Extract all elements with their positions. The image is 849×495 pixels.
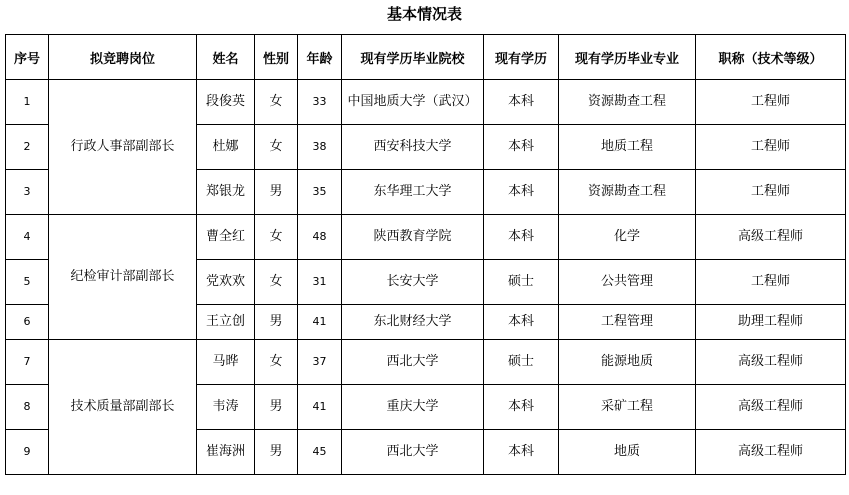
cell-no: 1 xyxy=(6,80,49,125)
cell-age: 45 xyxy=(298,430,342,475)
cell-degree: 本科 xyxy=(484,80,559,125)
cell-school: 西北大学 xyxy=(342,340,484,385)
cell-degree: 本科 xyxy=(484,125,559,170)
cell-name: 曹全红 xyxy=(197,215,255,260)
cell-age: 31 xyxy=(298,260,342,305)
cell-major: 工程管理 xyxy=(559,305,696,340)
cell-major: 资源勘查工程 xyxy=(559,170,696,215)
cell-name: 韦涛 xyxy=(197,385,255,430)
cell-major: 资源勘查工程 xyxy=(559,80,696,125)
cell-title: 工程师 xyxy=(696,170,846,215)
table-row xyxy=(6,215,846,260)
cell-gender: 男 xyxy=(255,305,298,340)
cell-name: 王立创 xyxy=(197,305,255,340)
header-cell-title: 职称（技术等级） xyxy=(696,35,846,80)
cell-title: 工程师 xyxy=(696,125,846,170)
cell-degree: 硕士 xyxy=(484,340,559,385)
cell-gender: 女 xyxy=(255,125,298,170)
cell-name: 党欢欢 xyxy=(197,260,255,305)
cell-no: 6 xyxy=(6,305,49,340)
cell-degree: 本科 xyxy=(484,305,559,340)
cell-no: 3 xyxy=(6,170,49,215)
cell-degree: 本科 xyxy=(484,385,559,430)
cell-name: 段俊英 xyxy=(197,80,255,125)
header-cell-position: 拟竞聘岗位 xyxy=(49,35,197,80)
cell-title: 高级工程师 xyxy=(696,340,846,385)
table-row xyxy=(6,80,846,125)
cell-degree: 硕士 xyxy=(484,260,559,305)
cell-gender: 女 xyxy=(255,215,298,260)
cell-age: 33 xyxy=(298,80,342,125)
header-cell-major: 现有学历毕业专业 xyxy=(559,35,696,80)
cell-name: 马晔 xyxy=(197,340,255,385)
page-title: 基本情况表 xyxy=(386,5,462,23)
cell-position: 技术质量部副部长 xyxy=(49,340,197,475)
cell-title: 助理工程师 xyxy=(696,305,846,340)
cell-name: 郑银龙 xyxy=(197,170,255,215)
cell-gender: 女 xyxy=(255,340,298,385)
cell-age: 48 xyxy=(298,215,342,260)
cell-gender: 女 xyxy=(255,80,298,125)
table-header-row xyxy=(6,35,846,80)
header-cell-school: 现有学历毕业院校 xyxy=(342,35,484,80)
cell-no: 7 xyxy=(6,340,49,385)
cell-degree: 本科 xyxy=(484,215,559,260)
cell-major: 化学 xyxy=(559,215,696,260)
cell-age: 41 xyxy=(298,305,342,340)
cell-gender: 男 xyxy=(255,385,298,430)
cell-major: 地质 xyxy=(559,430,696,475)
cell-major: 能源地质 xyxy=(559,340,696,385)
cell-title: 高级工程师 xyxy=(696,385,846,430)
cell-school: 东北财经大学 xyxy=(342,305,484,340)
cell-degree: 本科 xyxy=(484,170,559,215)
cell-no: 2 xyxy=(6,125,49,170)
cell-age: 38 xyxy=(298,125,342,170)
cell-school: 中国地质大学（武汉） xyxy=(342,80,484,125)
cell-title: 工程师 xyxy=(696,260,846,305)
cell-major: 采矿工程 xyxy=(559,385,696,430)
cell-no: 8 xyxy=(6,385,49,430)
cell-position: 行政人事部副部长 xyxy=(49,80,197,215)
cell-major: 公共管理 xyxy=(559,260,696,305)
cell-school: 西安科技大学 xyxy=(342,125,484,170)
header-cell-no: 序号 xyxy=(6,35,49,80)
cell-age: 41 xyxy=(298,385,342,430)
cell-no: 5 xyxy=(6,260,49,305)
cell-school: 重庆大学 xyxy=(342,385,484,430)
cell-no: 4 xyxy=(6,215,49,260)
cell-degree: 本科 xyxy=(484,430,559,475)
cell-gender: 男 xyxy=(255,430,298,475)
cell-name: 崔海洲 xyxy=(197,430,255,475)
cell-school: 西北大学 xyxy=(342,430,484,475)
cell-title: 高级工程师 xyxy=(696,430,846,475)
cell-age: 35 xyxy=(298,170,342,215)
basic-info-table xyxy=(5,34,846,475)
cell-age: 37 xyxy=(298,340,342,385)
cell-no: 9 xyxy=(6,430,49,475)
cell-gender: 男 xyxy=(255,170,298,215)
cell-title: 高级工程师 xyxy=(696,215,846,260)
cell-school: 陕西教育学院 xyxy=(342,215,484,260)
cell-school: 东华理工大学 xyxy=(342,170,484,215)
header-cell-gender: 性别 xyxy=(255,35,298,80)
table-row xyxy=(6,340,846,385)
header-cell-name: 姓名 xyxy=(197,35,255,80)
cell-major: 地质工程 xyxy=(559,125,696,170)
header-cell-age: 年龄 xyxy=(298,35,342,80)
cell-name: 杜娜 xyxy=(197,125,255,170)
cell-title: 工程师 xyxy=(696,80,846,125)
cell-school: 长安大学 xyxy=(342,260,484,305)
cell-gender: 女 xyxy=(255,260,298,305)
cell-position: 纪检审计部副部长 xyxy=(49,215,197,340)
header-cell-degree: 现有学历 xyxy=(484,35,559,80)
